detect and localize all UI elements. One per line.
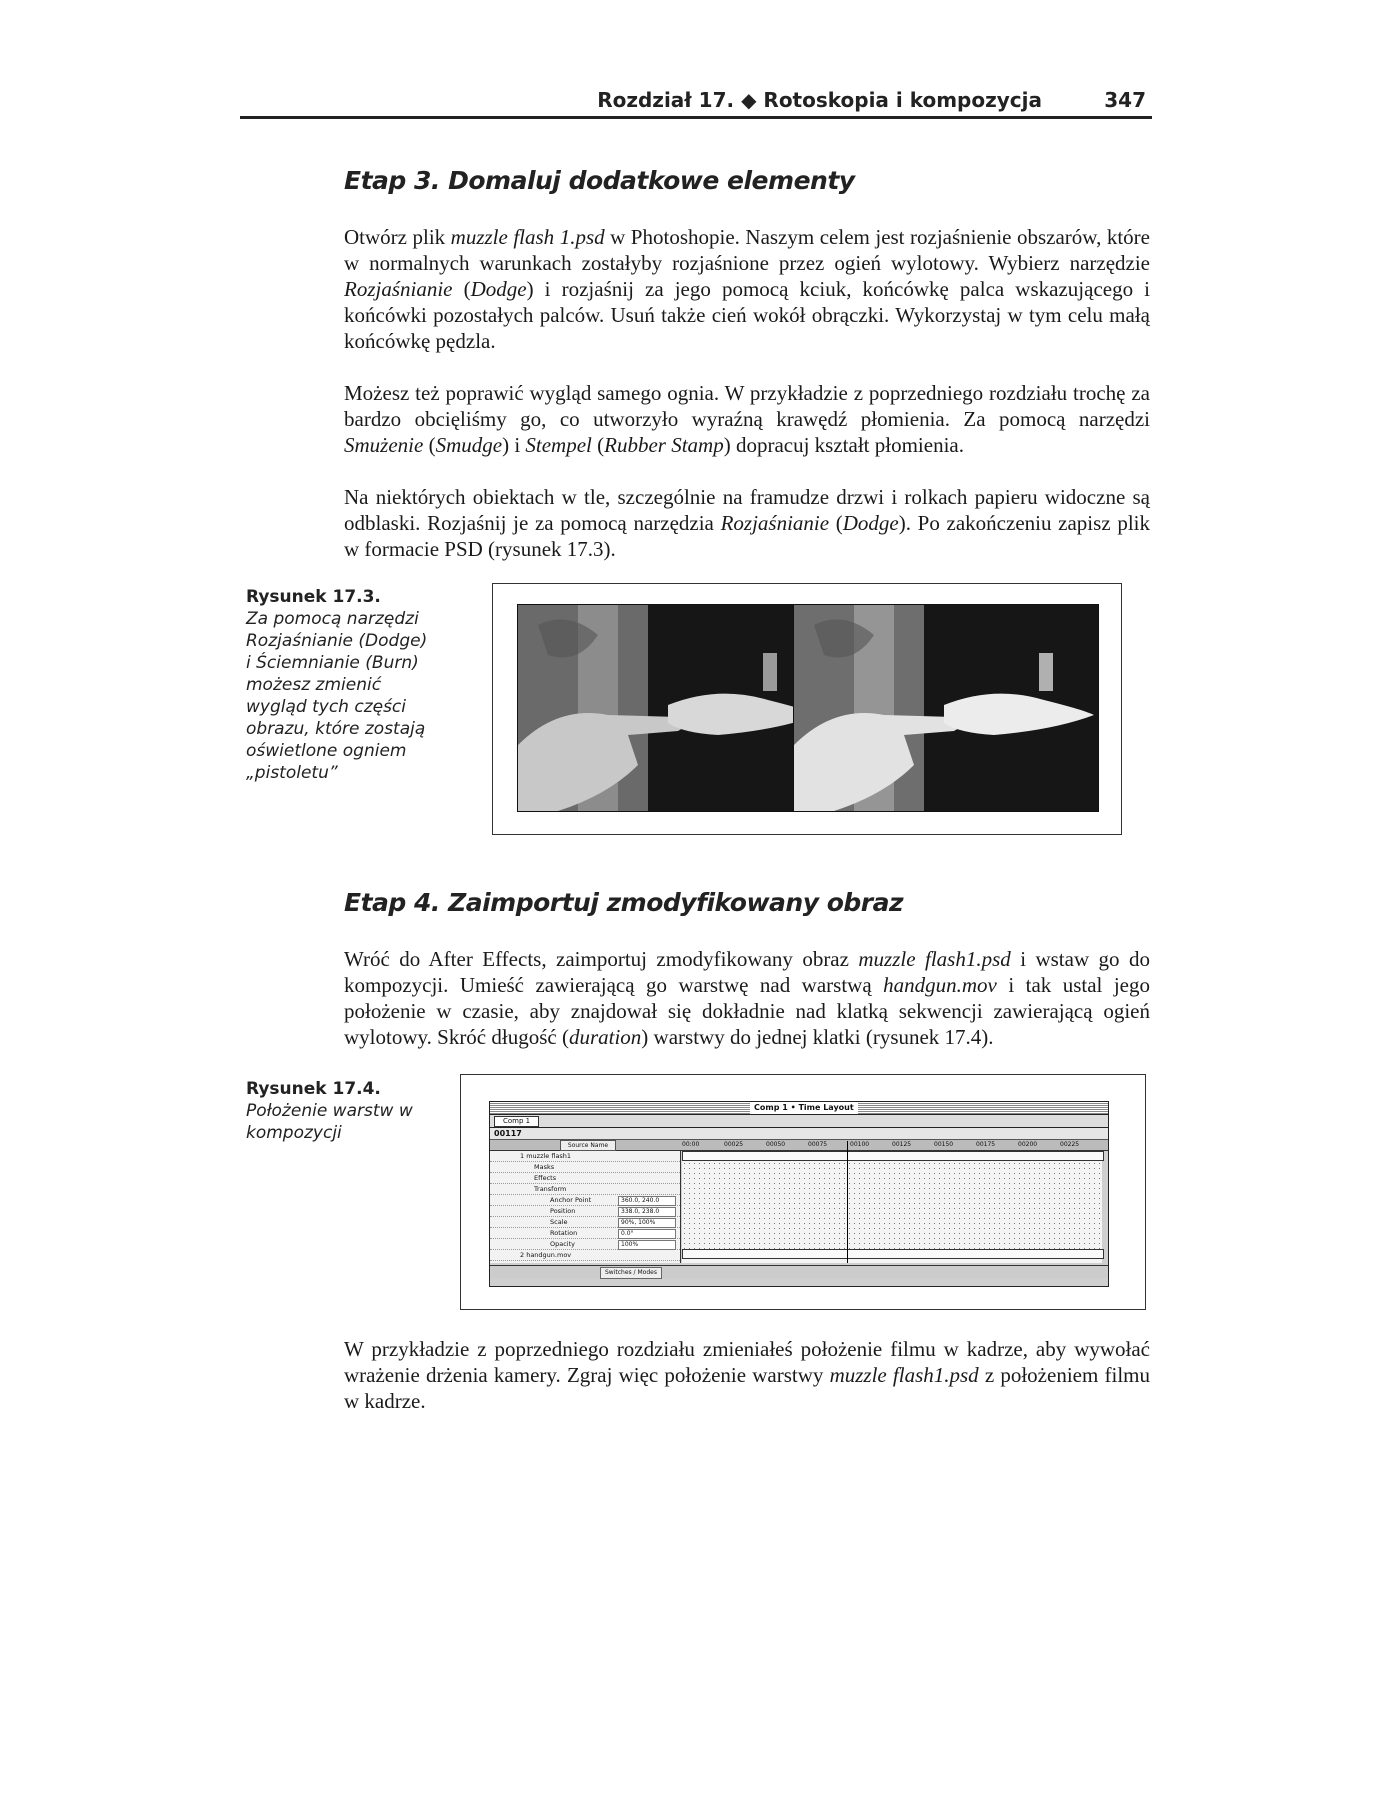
tick-label: 00075 — [808, 1141, 828, 1148]
layer-row[interactable]: 2 handgun.mov — [490, 1250, 680, 1261]
page-number: 347 — [1104, 88, 1146, 112]
closing-paragraph: W przykładzie z poprzedniego rozdziału zmieniałeś położenie filmu w kadrze, aby wywołać wrażenie drżenia kamery. Zgraj więc położenie warstwy muzzle flash1.psd z położeniem filmu w kadrze. — [344, 1337, 1150, 1413]
layer-list — [490, 1151, 681, 1263]
layer-duration-bar[interactable] — [682, 1249, 1104, 1259]
layer-row[interactable]: Position 338.0, 238.0 — [490, 1206, 680, 1217]
tick-label: 00150 — [934, 1141, 954, 1148]
timecode-row — [490, 1128, 1108, 1140]
tick-label: 00100 — [850, 1141, 870, 1148]
step4-heading: Etap 4. Zaimportuj zmodyfikowany obraz — [344, 888, 904, 917]
column-header-row — [490, 1140, 1108, 1151]
step3-paragraph-1: Otwórz plik muzzle flash 1.psd w Photoshopie. Naszym celem jest rozjaśnienie obszarów, które w normalnych warunkach zostałyby rozjaśnione przez ogień wylotowy. Wybierz narzędzie Rozjaśnianie (Dodge) i rozjaśnij za jego pomocą kciuk, końcówkę palca wskazującego i końcówki pozostałych palców. Usuń także cień wokół obrączki. Wykorzystaj w tym celu małą końcówkę pędzla. — [344, 225, 1151, 353]
tick-label: 00225 — [1060, 1141, 1080, 1148]
photo-after — [793, 604, 1099, 812]
layer-row[interactable]: Effects — [490, 1173, 680, 1184]
tick-label: 00:00 — [682, 1141, 700, 1148]
layer-row[interactable]: Masks — [490, 1162, 680, 1173]
current-time-indicator[interactable] — [847, 1141, 848, 1263]
layer-row[interactable]: Transform — [490, 1184, 680, 1195]
comp-tab[interactable]: Comp 1 — [494, 1116, 539, 1127]
comp-tab-row — [490, 1115, 1108, 1128]
timecode: 00117 — [494, 1129, 522, 1138]
running-header — [240, 86, 1152, 119]
layer-duration-bar[interactable] — [682, 1151, 1104, 1161]
tick-label: 00025 — [724, 1141, 744, 1148]
photo-before — [517, 604, 823, 812]
figure-17-4-caption-text: Położenie warstw w kompozycji — [246, 1101, 413, 1143]
time-layout-window — [489, 1101, 1109, 1287]
step3-paragraph-2: Możesz też poprawić wygląd samego ognia. W przykładzie z poprzedniego rozdziału trochę za bardzo obcięliśmy go, co utworzyło wyraźną krawędź płomienia. Za pomocą narzędzi Smużenie (Smudge) i Stempel (Rubber Stamp) dopracuj kształt płomienia. — [344, 381, 1150, 457]
layer-row[interactable]: 1 muzzle flash1 — [490, 1151, 680, 1162]
figure-17-4-caption — [246, 1078, 431, 1144]
layer-row[interactable]: Anchor Point 360.0, 240.0 — [490, 1195, 680, 1206]
tick-label: 00175 — [976, 1141, 996, 1148]
figure-17-3 — [492, 583, 1122, 835]
tick-label: 00200 — [1018, 1141, 1038, 1148]
switches-modes-button[interactable]: Switches / Modes — [600, 1267, 662, 1279]
step3-heading: Etap 3. Domaluj dodatkowe elementy — [344, 166, 855, 195]
tick-label: 00125 — [892, 1141, 912, 1148]
timeline-track-area[interactable] — [682, 1151, 1102, 1263]
step4-paragraph-1: Wróć do After Effects, zaimportuj zmodyfikowany obraz muzzle flash1.psd i wstaw go do kompozycji. Umieść zawierającą go warstwę nad warstwą handgun.mov i tak ustal jego położenie w czasie, aby znajdował się dokładnie nad klatką sekwencji zawierającą ogień wylotowy. Skróć długość (duration) warstwy do jednej klatki (rysunek 17.4). — [344, 947, 1151, 1049]
layer-row[interactable]: Rotation 0.0° — [490, 1228, 680, 1239]
figure-17-4-label: Rysunek 17.4. — [246, 1079, 381, 1099]
figure-17-3-label: Rysunek 17.3. — [246, 587, 381, 607]
source-name-header[interactable]: Source Name — [560, 1140, 616, 1151]
layer-row[interactable]: Opacity 100% — [490, 1239, 680, 1250]
window-title-bar[interactable] — [490, 1102, 1108, 1115]
layer-row[interactable]: Scale 90%, 100% — [490, 1217, 680, 1228]
figure-17-4 — [460, 1074, 1146, 1310]
figure-17-3-caption-text: Za pomocą narzędzi Rozjaśnianie (Dodge) i Ściemnianie (Burn) możesz zmienić wygląd tych części obrazu, które zostają oświetlone ogniem „pistoletu” — [246, 609, 428, 783]
tick-label: 00050 — [766, 1141, 786, 1148]
step3-paragraph-3: Na niektórych obiektach w tle, szczególnie na framudze drzwi i rolkach papieru widoczne są odblaski. Rozjaśnij je za pomocą narzędzia Rozjaśnianie (Dodge). Po zakończeniu zapisz plik w formacie PSD (rysunek 17.3). — [344, 485, 1150, 561]
figure-17-3-caption — [246, 586, 431, 784]
window-title: Comp 1 • Time Layout — [750, 1102, 858, 1114]
time-ruler — [682, 1140, 1102, 1150]
window-footer — [490, 1265, 1108, 1278]
chapter-title: Rozdział 17. ◆ Rotoskopia i kompozycja — [597, 88, 1042, 112]
